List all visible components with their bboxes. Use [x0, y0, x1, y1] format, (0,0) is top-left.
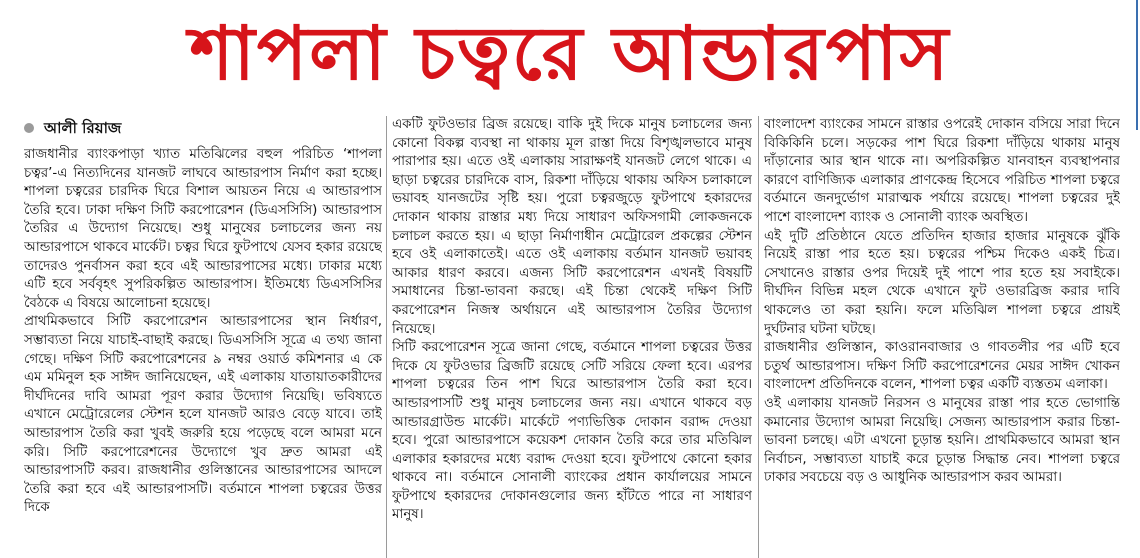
article-body — [0, 116, 1140, 558]
paragraph: বাংলাদেশ ব্যাংকের সামনে রাস্তার ওপরেই দোকান বসিয়ে সারা দিনে বিকিকিনি চলে। সড়কের পাশ ঘিরে রিকশা দাঁড়িয়ে থাকায় মানুষ দাঁড়ানোর আর স্থান থাকে না। অপরিকল্পিত যানবাহন ব্যবস্থাপনার কারণে বাণিজ্যিক এলাকার প্রাণকেন্দ্র হিসেবে পরিচিত শাপলা চত্বরে বর্তমানে জনদুর্ভোগ মারাত্মক পর্যায়ে রয়েছে। শাপলা চত্বরের দুই পাশে বাংলাদেশ ব্যাংক ও সোনালী ব্যাংক অবস্থিত। — [764, 117, 1120, 225]
paragraph: রাজধানীর গুলিস্তান, কাওরানবাজার ও গাবতলীর পর এটি হবে চতুর্থ আন্ডারপাস। দক্ষিণ সিটি করপোরেশনের মেয়র সাঈদ খোকন বাংলাদেশ প্রতিদিনকে বলেন, শাপলা চত্বর একটি ব্যস্ততম এলাকা। — [764, 340, 1120, 393]
headline: শাপলা চত্বরে আন্ডারপাস — [189, 11, 951, 97]
paragraph: রাজধানীর ব্যাংকপাড়া খ্যাত মতিঝিলের বহুল পরিচিত ‘শাপলা চত্বর’-এ নিত্যদিনের যানজট লাঘবে আন্ডারপাস নির্মাণ করা হচ্ছে। শাপলা চত্বরের চারদিক ঘিরে বিশাল আয়তন নিয়ে এ আন্ডারপাস তৈরি হবে। ঢাকা দক্ষিণ সিটি করপোরেশন (ডিএসসিসি) আন্ডারপাস তৈরির এ উদ্যোগ নিয়েছে। শুধু মানুষের চলাচলের জন্য নয় আন্ডারপাসে থাকবে মার্কেট। চত্বর ঘিরে ফুটপাথে যেসব হকার রয়েছে তাদেরও পুনর্বাসন করা হবে এই আন্ডারপাসের মধ্যে। ঢাকার মধ্যে এটি হবে সর্ববৃহৎ সুপরিকল্পিত আন্ডারপাস। ইতিমধ্যে ডিএসসিসির বৈঠকে এ বিষয়ে আলোচনা হয়েছে। — [24, 147, 382, 311]
author-name: আলী রিয়াজ — [44, 118, 122, 137]
column-2 — [392, 116, 752, 558]
column-1 — [24, 116, 382, 558]
bullet-icon — [24, 123, 34, 133]
paragraph: এই দুটি প্রতিষ্ঠানে যেতে প্রতিদিন হাজার হাজার মানুষকে ঝুঁকি নিয়েই রাস্তা পার হতে হয়। চত্বরের পশ্চিম দিকেও একই চিত্র। সেখানেও রাস্তার ওপর দিয়েই দুই পাশে পার হতে হয় সবাইকে। দীর্ঘদিন বিভিন্ন মহল থেকে এখানে ফুট ওভারব্রিজ করার দাবি থাকলেও তা করা হয়নি। ফলে মতিঝিল শাপলা চত্বরে প্রায়ই দুর্ঘটনার ঘটনা ঘটছে। — [764, 228, 1120, 337]
column-divider — [758, 116, 759, 558]
paragraph: প্রাথমিকভাবে সিটি করপোরেশন আন্ডারপাসের স্থান নির্ধারণ, সম্ভাব্যতা নিয়ে যাচাই-বাছাই করছে। ডিএসসিসি সূত্রে এ তথ্য জানা গেছে। দক্ষিণ সিটি করপোরেশনের ৯ নম্বর ওয়ার্ড কমিশনার এ কে এম মমিনুল হক সাঈদ জানিয়েছেন, এই এলাকায় যাতায়াতকারীদের দীর্ঘদিনের দাবি আমরা পূরণ করার উদ্যোগ নিয়েছি। ভবিষ্যতে এখানে মেট্রোরেলের স্টেশন হলে যানজট আরও বেড়ে যাবে। তাই আন্ডারপাস তৈরি করা খুবই জরুরি হয়ে পড়েছে বলে আমরা মনে করি। সিটি করপোরেশনের উদ্যোগে খুব দ্রুত আমরা এই আন্ডারপাসটি করব। রাজধানীর গুলিস্তানের আন্ডারপাসের আদলে তৈরি করা হবে এই আন্ডারপাসটি। বর্তমানে শাপলা চত্বরের উত্তর দিকে — [24, 314, 382, 516]
paragraph: সিটি করপোরেশন সূত্রে জানা গেছে, বর্তমানে শাপলা চত্বরের উত্তর দিকে যে ফুটওভার ব্রিজটি রয়েছে সেটি সরিয়ে ফেলা হবে। এরপর শাপলা চত্বরের তিন পাশ ঘিরে আন্ডারপাস তৈরি করা হবে। আন্ডারপাসটি শুধু মানুষ চলাচলের জন্য নয়। এখানে থাকবে বড় আন্ডারগ্রাউন্ড মার্কেট। মার্কেটে পণ্যভিত্তিক দোকান বরাদ্দ দেওয়া হবে। পুরো আন্ডারপাসে কয়েকশ দোকান তৈরি করে তার মতিঝিল এলাকার হকারদের মধ্যে বরাদ্দ দেওয়া হবে। ফুটপাথে কোনো হকার থাকবে না। বর্তমানে সোনালী ব্যাংকের প্রধান কার্যালয়ের সামনে ফুটপাথে হকারদের দোকানগুলোর জন্য হাঁটতে পারে না সাধারণ মানুষ। — [392, 340, 752, 523]
page-edge-rule — [1136, 0, 1138, 130]
column-3 — [764, 116, 1120, 558]
paragraph: একটি ফুটওভার ব্রিজ রয়েছে। বাকি দুই দিকে মানুষ চলাচলের জন্য কোনো বিকল্প ব্যবস্থা না থাকায় মূল রাস্তা দিয়ে বিশৃঙ্খলভাবে মানুষ পারাপার হয়। এতে ওই এলাকায় সারাক্ষণই যানজট লেগে থাকে। এ ছাড়া চত্বরের চারদিকে বাস, রিকশা দাঁড়িয়ে থাকায় অফিস চলাকালে ভয়াবহ যানজটের সৃষ্টি হয়। পুরো চত্বরজুড়ে ফুটপাথে হকারদের দোকান থাকায় রাস্তার মধ্য দিয়ে সাধারণ অফিসগামী লোকজনকে চলাচল করতে হয়। এ ছাড়া নির্মাণাধীন মেট্রোরেল প্রকল্পের স্টেশন হবে ওই এলাকাতেই। এতে ওই এলাকায় বর্তমান যানজট ভয়াবহ আকার ধারণ করবে। এজন্য সিটি করপোরেশন এখনই বিষয়টি সমাধানের চিন্তা-ভাবনা করছে। এই চিন্তা থেকেই দক্ষিণ সিটি করপোরেশন নিজস্ব অর্থায়নে এই আন্ডারপাস তৈরির উদ্যোগ নিয়েছে। — [392, 117, 752, 337]
column-divider — [386, 116, 387, 558]
paragraph: ওই এলাকায় যানজট নিরসন ও মানুষের রাস্তা পার হতে ভোগান্তি কমানোর উদ্যোগ আমরা নিয়েছি। সেজন্য আন্ডারপাস করার চিন্তা-ভাবনা চলছে। এটা এখনো চূড়ান্ত হয়নি। প্রাথমিকভাবে আমরা স্থান নির্বাচন, সম্ভাব্যতা যাচাই করে চূড়ান্ত সিদ্ধান্ত নেব। শাপলা চত্বরে ঢাকার সবচেয়ে বড় ও আধুনিক আন্ডারপাস করব আমরা। — [764, 395, 1120, 486]
byline — [24, 116, 382, 140]
